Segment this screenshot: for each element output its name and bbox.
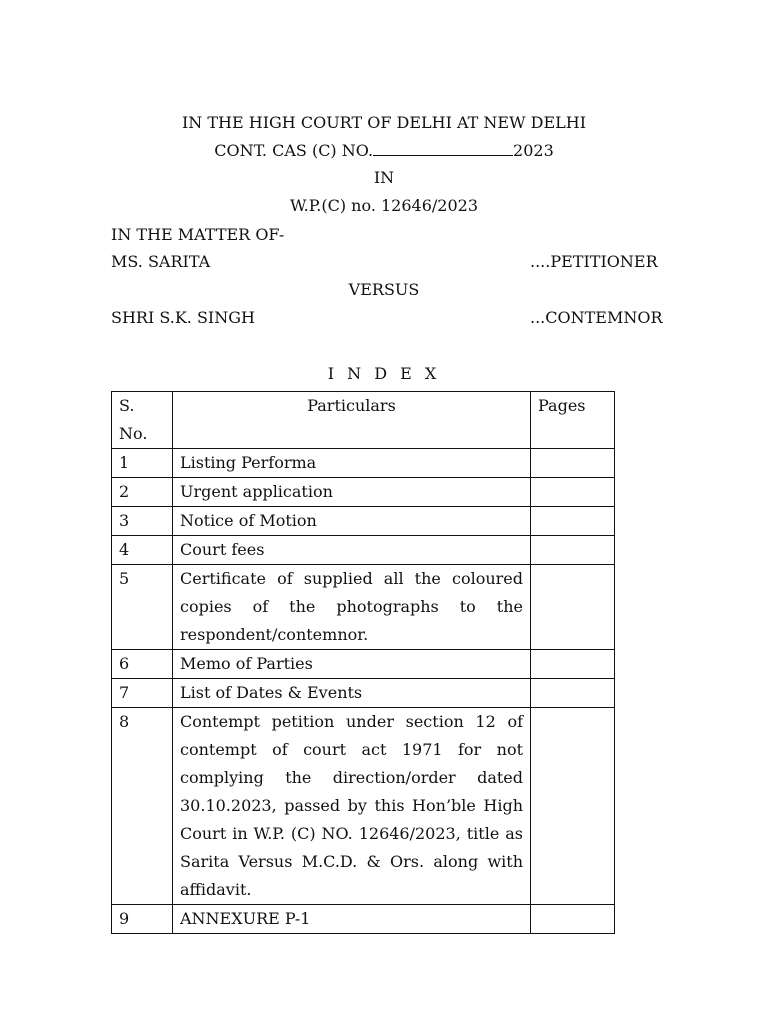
- row-sno: 3: [112, 507, 173, 536]
- index-table: [111, 391, 615, 934]
- row-particulars: Notice of Motion: [173, 507, 531, 536]
- table-row: [112, 449, 615, 478]
- row-particulars: Contempt petition under section 12 of contempt of court act 1971 for not complying the direction/order dated 30.10.2023, passed by this Hon’ble High Court in W.P. (C) NO. 12646/2023, title as Sarita Versus M.C.D. & Ors. along with affidavit.: [173, 708, 531, 905]
- writ-petition-number: W.P.(C) no. 12646/2023: [290, 196, 478, 215]
- row-particulars: Urgent application: [173, 478, 531, 507]
- case-number-prefix: CONT. CAS (C) NO.: [214, 141, 374, 160]
- table-row: [112, 536, 615, 565]
- row-pages: [531, 905, 615, 934]
- row-particulars: Certificate of supplied all the coloured copies of the photographs to the respondent/contemnor.: [173, 565, 531, 650]
- column-header-sno: S. No.: [112, 392, 173, 449]
- row-pages: [531, 536, 615, 565]
- row-sno: 6: [112, 650, 173, 679]
- row-sno: 1: [112, 449, 173, 478]
- court-title: IN THE HIGH COURT OF DELHI AT NEW DELHI: [181, 113, 587, 132]
- column-header-pages: Pages: [531, 392, 615, 449]
- row-sno: 2: [112, 478, 173, 507]
- row-pages: [531, 507, 615, 536]
- table-row: [112, 650, 615, 679]
- row-sno: 5: [112, 565, 173, 650]
- index-title: I N D E X: [327, 364, 441, 383]
- case-number-blank: [373, 141, 513, 156]
- contemnor-name: SHRI S.K. SINGH: [111, 308, 255, 327]
- row-pages: [531, 650, 615, 679]
- table-row: [112, 905, 615, 934]
- row-particulars: Court fees: [173, 536, 531, 565]
- column-header-particulars: Particulars: [173, 392, 531, 449]
- table-row: [112, 679, 615, 708]
- matter-of-label: IN THE MATTER OF-: [111, 225, 285, 244]
- table-row: [112, 507, 615, 536]
- row-pages: [531, 708, 615, 905]
- row-particulars: Memo of Parties: [173, 650, 531, 679]
- case-number-year: 2023: [513, 141, 554, 160]
- row-sno: 4: [112, 536, 173, 565]
- row-pages: [531, 449, 615, 478]
- petitioner-name: MS. SARITA: [111, 252, 211, 271]
- contemnor-role: ...CONTEMNOR: [530, 308, 663, 327]
- row-particulars: Listing Performa: [173, 449, 531, 478]
- versus-label: VERSUS: [348, 280, 420, 299]
- in-label: IN: [373, 168, 395, 187]
- case-number-line: [0, 141, 768, 161]
- table-row: [112, 565, 615, 650]
- row-particulars: List of Dates & Events: [173, 679, 531, 708]
- row-sno: 7: [112, 679, 173, 708]
- index-header-row: [112, 392, 615, 449]
- row-sno: 8: [112, 708, 173, 905]
- table-row: [112, 708, 615, 905]
- row-pages: [531, 679, 615, 708]
- row-particulars: ANNEXURE P-1: [173, 905, 531, 934]
- row-pages: [531, 565, 615, 650]
- row-pages: [531, 478, 615, 507]
- petitioner-role: ....PETITIONER: [530, 252, 658, 271]
- table-row: [112, 478, 615, 507]
- row-sno: 9: [112, 905, 173, 934]
